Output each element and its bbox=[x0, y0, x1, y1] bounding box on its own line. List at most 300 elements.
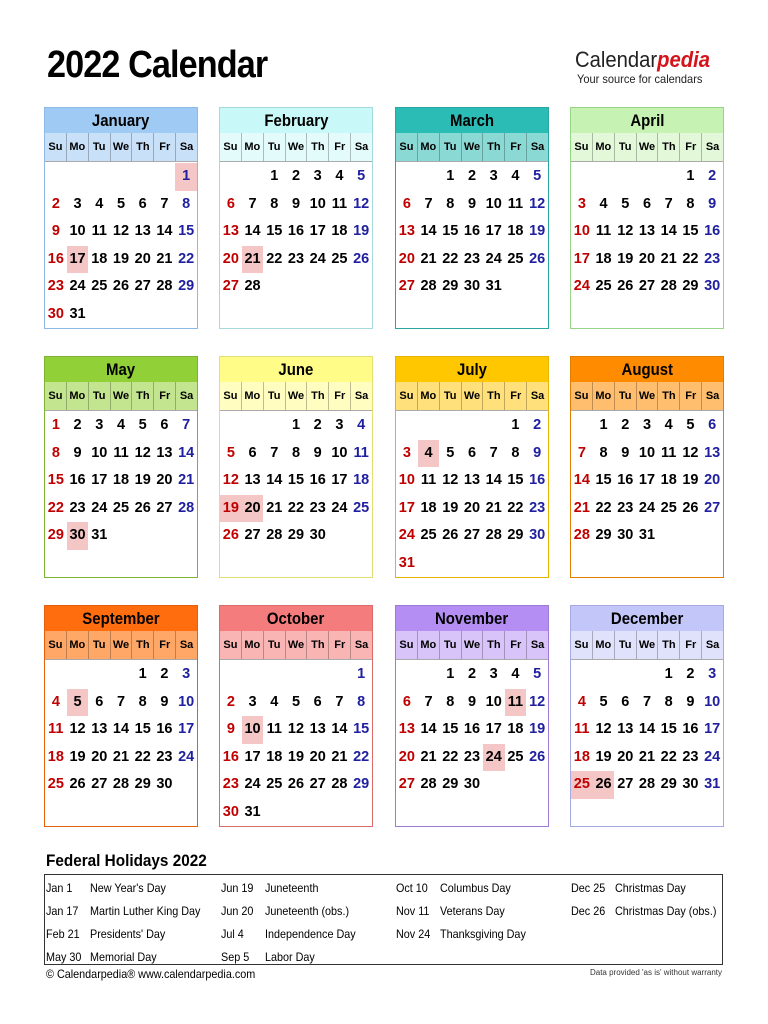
day-cell: 9 bbox=[313, 444, 322, 461]
holiday-row bbox=[571, 877, 728, 900]
empty-day-cell bbox=[571, 163, 593, 191]
day-cell: 5 bbox=[533, 666, 542, 682]
weekday-header: Fr bbox=[154, 631, 176, 659]
day-cell: 26 bbox=[222, 527, 239, 543]
day-cell: 9 bbox=[73, 444, 82, 461]
holiday-date: Jun 20 bbox=[221, 904, 254, 918]
holiday-day-cell: 24 bbox=[483, 744, 505, 772]
empty-day-cell bbox=[45, 163, 67, 191]
day-cell: 20 bbox=[222, 250, 239, 267]
day-cell: 15 bbox=[442, 721, 459, 737]
day-cell: 11 bbox=[353, 444, 369, 461]
day-cell: 23 bbox=[682, 748, 699, 765]
day-cell: 27 bbox=[309, 776, 326, 792]
empty-day-cell bbox=[45, 661, 67, 689]
day-cell: 26 bbox=[134, 499, 151, 516]
days-grid bbox=[396, 411, 548, 577]
weekday-header: Sa bbox=[530, 141, 545, 153]
day-cell: 5 bbox=[621, 195, 630, 212]
day-cell: 9 bbox=[291, 195, 301, 212]
weekday-header: Th bbox=[483, 133, 505, 161]
day-cell: 3 bbox=[642, 417, 652, 433]
weekday-header: Tu bbox=[440, 382, 462, 410]
day-cell: 19 bbox=[617, 250, 634, 267]
day-cell: 19 bbox=[69, 748, 86, 765]
empty-day-cell bbox=[593, 661, 615, 689]
logo-wordmark bbox=[575, 48, 710, 72]
holiday-name: Martin Luther King Day bbox=[90, 904, 201, 918]
weekday-header: Sa bbox=[179, 141, 194, 153]
day-cell: 17 bbox=[573, 250, 590, 267]
holiday-row bbox=[221, 877, 366, 900]
holiday-name: Christmas Day bbox=[615, 881, 686, 895]
day-cell: 8 bbox=[357, 693, 366, 710]
day-cell: 15 bbox=[507, 472, 524, 488]
day-cell: 8 bbox=[51, 444, 60, 461]
day-cell: 12 bbox=[69, 721, 86, 737]
day-cell: 7 bbox=[577, 444, 586, 461]
holiday-day-cell: 17 bbox=[67, 246, 89, 274]
day-cell: 9 bbox=[686, 693, 695, 710]
day-cell: 19 bbox=[134, 472, 151, 488]
day-cell: 23 bbox=[47, 278, 64, 294]
holiday-date: Jul 4 bbox=[221, 927, 244, 941]
empty-day-cell bbox=[593, 163, 615, 191]
day-cell: 10 bbox=[309, 195, 326, 212]
day-cell: 13 bbox=[463, 472, 481, 488]
day-cell: 2 bbox=[708, 168, 717, 184]
month-february bbox=[219, 107, 373, 329]
day-cell: 17 bbox=[704, 721, 721, 737]
weekday-header: Sa bbox=[179, 390, 194, 402]
day-cell: 30 bbox=[704, 278, 721, 294]
day-cell: 27 bbox=[398, 278, 415, 294]
day-cell: 30 bbox=[682, 776, 699, 792]
weekday-header: Su bbox=[396, 133, 418, 161]
day-cell: 23 bbox=[287, 250, 305, 267]
calendarpedia-logo[interactable] bbox=[575, 48, 722, 86]
day-cell: 21 bbox=[112, 748, 130, 765]
day-cell: 3 bbox=[73, 195, 82, 212]
weekday-header: Th bbox=[483, 382, 505, 410]
holiday-row bbox=[221, 946, 366, 969]
day-cell: 1 bbox=[686, 168, 695, 184]
day-cell: 1 bbox=[511, 417, 520, 433]
weekday-header-row bbox=[220, 133, 372, 162]
day-cell: 20 bbox=[309, 748, 326, 765]
day-cell: 1 bbox=[138, 666, 147, 682]
day-cell: 29 bbox=[178, 278, 195, 294]
weekday-header: We bbox=[286, 133, 308, 161]
weekday-header: Th bbox=[132, 133, 154, 161]
holiday-name: Thanksgiving Day bbox=[440, 927, 526, 941]
day-cell: 26 bbox=[69, 776, 86, 792]
day-cell: 1 bbox=[270, 168, 279, 184]
weekday-header: Sa bbox=[705, 390, 720, 402]
weekday-header: Fr bbox=[680, 382, 702, 410]
day-cell: 6 bbox=[95, 693, 104, 710]
day-cell: 24 bbox=[69, 278, 86, 294]
month-name bbox=[571, 357, 723, 382]
day-cell: 4 bbox=[357, 417, 366, 433]
day-cell: 7 bbox=[424, 195, 433, 212]
logo-tagline: Your source for calendars bbox=[577, 72, 703, 86]
month-name bbox=[45, 357, 197, 382]
days-grid bbox=[45, 162, 197, 328]
day-cell: 6 bbox=[313, 693, 322, 710]
day-cell: 7 bbox=[160, 195, 169, 212]
holiday-row bbox=[571, 900, 728, 923]
day-cell: 6 bbox=[138, 195, 147, 212]
day-cell: 28 bbox=[638, 776, 656, 792]
holiday-name: Memorial Day bbox=[90, 950, 157, 964]
day-cell: 20 bbox=[463, 499, 481, 516]
day-cell: 25 bbox=[660, 499, 677, 516]
holiday-column bbox=[396, 877, 535, 946]
weekday-header: Sa bbox=[354, 390, 369, 402]
day-cell: 27 bbox=[617, 776, 634, 792]
weekday-header: Th bbox=[658, 631, 680, 659]
day-cell: 8 bbox=[511, 444, 520, 461]
day-cell: 26 bbox=[682, 499, 699, 516]
day-cell: 14 bbox=[420, 223, 437, 239]
logo-brand-plain: Calendar bbox=[575, 47, 658, 72]
holiday-day-cell: 26 bbox=[593, 771, 615, 799]
day-cell: 5 bbox=[116, 195, 126, 212]
month-name bbox=[396, 108, 548, 133]
day-cell: 15 bbox=[442, 223, 459, 239]
day-cell: 13 bbox=[704, 444, 721, 461]
month-november bbox=[395, 605, 549, 827]
holiday-name: Independence Day bbox=[265, 927, 356, 941]
holiday-date: Jan 17 bbox=[46, 904, 79, 918]
month-name-label: August bbox=[621, 360, 673, 379]
day-cell: 31 bbox=[704, 776, 721, 792]
day-cell: 13 bbox=[398, 223, 415, 239]
day-cell: 23 bbox=[69, 499, 86, 516]
day-cell: 24 bbox=[244, 776, 261, 792]
day-cell: 27 bbox=[704, 499, 721, 516]
day-cell: 22 bbox=[660, 748, 677, 765]
day-cell: 26 bbox=[617, 278, 634, 294]
day-cell: 11 bbox=[113, 444, 129, 461]
day-cell: 22 bbox=[134, 748, 151, 765]
empty-day-cell bbox=[67, 661, 89, 689]
day-cell: 4 bbox=[664, 417, 673, 433]
day-cell: 5 bbox=[138, 417, 147, 433]
weekday-header: Th bbox=[658, 133, 680, 161]
day-cell: 16 bbox=[47, 250, 64, 267]
holiday-name: Columbus Day bbox=[440, 881, 511, 895]
holiday-column bbox=[221, 877, 366, 969]
day-cell: 3 bbox=[95, 417, 104, 433]
day-cell: 15 bbox=[595, 472, 612, 488]
day-cell: 27 bbox=[156, 499, 173, 516]
day-cell: 19 bbox=[353, 223, 370, 239]
empty-day-cell bbox=[418, 163, 440, 191]
day-cell: 30 bbox=[529, 527, 546, 543]
empty-day-cell bbox=[220, 163, 242, 191]
day-cell: 30 bbox=[463, 776, 481, 792]
day-cell: 30 bbox=[47, 305, 64, 322]
day-cell: 6 bbox=[160, 417, 169, 433]
day-cell: 29 bbox=[287, 527, 305, 543]
day-cell: 16 bbox=[463, 223, 481, 239]
day-cell: 25 bbox=[507, 250, 524, 267]
weekday-header: Su bbox=[220, 382, 242, 410]
holiday-day-cell: 21 bbox=[242, 246, 264, 274]
weekday-header: Su bbox=[396, 631, 418, 659]
day-cell: 14 bbox=[660, 223, 677, 239]
day-cell: 14 bbox=[244, 223, 261, 239]
weekday-header: Mo bbox=[418, 133, 440, 161]
weekday-header: Fr bbox=[680, 133, 702, 161]
holiday-column bbox=[571, 877, 728, 923]
day-cell: 24 bbox=[91, 499, 108, 516]
weekday-header: We bbox=[462, 631, 484, 659]
day-cell: 12 bbox=[595, 721, 612, 737]
month-name bbox=[220, 606, 372, 631]
empty-day-cell bbox=[263, 661, 285, 689]
weekday-header: We bbox=[286, 631, 308, 659]
day-cell: 19 bbox=[682, 472, 699, 488]
day-cell: 8 bbox=[270, 195, 279, 212]
day-cell: 1 bbox=[51, 417, 60, 433]
weekday-header: Tu bbox=[264, 631, 286, 659]
day-cell: 14 bbox=[420, 721, 437, 737]
day-cell: 21 bbox=[660, 250, 677, 267]
day-cell: 13 bbox=[398, 721, 415, 737]
weekday-header: Su bbox=[220, 133, 242, 161]
day-cell: 25 bbox=[507, 748, 524, 765]
month-september bbox=[44, 605, 198, 827]
day-cell: 6 bbox=[248, 444, 257, 461]
day-cell: 14 bbox=[331, 721, 348, 737]
weekday-header: We bbox=[637, 382, 659, 410]
day-cell: 20 bbox=[91, 748, 108, 765]
day-cell: 16 bbox=[463, 721, 481, 737]
weekday-header: Tu bbox=[615, 382, 637, 410]
day-cell: 18 bbox=[507, 223, 524, 239]
weekday-header: Fr bbox=[505, 631, 527, 659]
day-cell: 3 bbox=[335, 417, 344, 433]
holiday-day-cell: 4 bbox=[418, 440, 440, 468]
holiday-name: Veterans Day bbox=[440, 904, 505, 918]
day-cell: 13 bbox=[156, 444, 173, 461]
day-cell: 10 bbox=[704, 693, 721, 710]
month-december bbox=[570, 605, 724, 827]
weekday-header: Mo bbox=[67, 133, 89, 161]
empty-day-cell bbox=[242, 412, 264, 440]
day-cell: 20 bbox=[398, 748, 415, 765]
day-cell: 26 bbox=[287, 776, 305, 792]
day-cell: 28 bbox=[266, 527, 283, 543]
day-cell: 15 bbox=[353, 721, 370, 737]
day-cell: 16 bbox=[529, 472, 546, 488]
weekday-header: Th bbox=[307, 133, 329, 161]
day-cell: 2 bbox=[467, 666, 477, 682]
day-cell: 17 bbox=[638, 472, 656, 488]
day-cell: 24 bbox=[331, 499, 348, 516]
month-name bbox=[220, 357, 372, 382]
days-grid bbox=[571, 411, 723, 550]
day-cell: 23 bbox=[156, 748, 173, 765]
day-cell: 8 bbox=[138, 693, 147, 710]
day-cell: 25 bbox=[420, 527, 437, 543]
month-name bbox=[571, 108, 723, 133]
day-cell: 25 bbox=[47, 776, 64, 792]
weekday-header-row bbox=[45, 631, 197, 660]
day-cell: 3 bbox=[402, 444, 411, 461]
day-cell: 13 bbox=[638, 223, 656, 239]
weekday-header: We bbox=[637, 631, 659, 659]
holiday-name: New Year's Day bbox=[90, 881, 166, 895]
empty-day-cell bbox=[285, 661, 307, 689]
day-cell: 11 bbox=[595, 223, 612, 239]
holiday-day-cell: 5 bbox=[67, 689, 89, 717]
day-cell: 7 bbox=[642, 693, 652, 710]
footer-copyright[interactable]: © Calendarpedia® www.calendarpedia.com bbox=[46, 967, 256, 981]
day-cell: 12 bbox=[682, 444, 699, 461]
day-cell: 18 bbox=[91, 250, 108, 267]
day-cell: 14 bbox=[156, 223, 173, 239]
day-cell: 3 bbox=[248, 693, 257, 710]
day-cell: 19 bbox=[287, 748, 305, 765]
day-cell: 2 bbox=[686, 666, 695, 682]
empty-day-cell bbox=[396, 163, 418, 191]
empty-day-cell bbox=[614, 163, 636, 191]
weekday-header: Fr bbox=[680, 631, 702, 659]
day-cell: 1 bbox=[664, 666, 673, 682]
empty-day-cell bbox=[396, 412, 418, 440]
weekday-header: Mo bbox=[593, 133, 615, 161]
weekday-header: Tu bbox=[615, 631, 637, 659]
month-name-label: January bbox=[92, 111, 150, 130]
day-cell: 21 bbox=[178, 472, 195, 488]
day-cell: 18 bbox=[660, 472, 677, 488]
empty-day-cell bbox=[461, 412, 483, 440]
empty-day-cell bbox=[110, 661, 132, 689]
weekday-header: Fr bbox=[505, 382, 527, 410]
weekday-header: Th bbox=[307, 382, 329, 410]
empty-day-cell bbox=[263, 412, 285, 440]
day-cell: 18 bbox=[507, 721, 524, 737]
day-cell: 21 bbox=[420, 250, 437, 267]
day-cell: 27 bbox=[398, 776, 415, 792]
day-cell: 13 bbox=[91, 721, 108, 737]
day-cell: 21 bbox=[331, 748, 348, 765]
holiday-date: Nov 24 bbox=[396, 927, 431, 941]
day-cell: 14 bbox=[266, 472, 283, 488]
weekday-header: Sa bbox=[354, 141, 369, 153]
empty-day-cell bbox=[242, 661, 264, 689]
holiday-row bbox=[221, 923, 366, 946]
day-cell: 28 bbox=[420, 278, 437, 294]
day-cell: 4 bbox=[270, 693, 279, 710]
logo-brand-accent: pedia bbox=[657, 47, 711, 72]
day-cell: 11 bbox=[420, 472, 437, 488]
weekday-header: Su bbox=[571, 133, 593, 161]
weekday-header: Su bbox=[45, 631, 67, 659]
day-cell: 29 bbox=[682, 278, 699, 294]
day-cell: 30 bbox=[222, 803, 239, 820]
holiday-name: Juneteenth bbox=[265, 881, 319, 895]
day-cell: 12 bbox=[442, 472, 459, 488]
day-cell: 3 bbox=[313, 168, 322, 184]
holiday-date: Sep 5 bbox=[221, 950, 250, 964]
day-cell: 20 bbox=[638, 250, 656, 267]
day-cell: 29 bbox=[353, 776, 370, 792]
weekday-header: Fr bbox=[329, 133, 351, 161]
day-cell: 2 bbox=[160, 666, 169, 682]
day-cell: 11 bbox=[331, 195, 348, 212]
empty-day-cell bbox=[307, 661, 329, 689]
day-cell: 24 bbox=[573, 278, 590, 294]
day-cell: 27 bbox=[222, 278, 239, 294]
day-cell: 24 bbox=[398, 527, 415, 543]
weekday-header: Tu bbox=[440, 133, 462, 161]
weekday-header: Mo bbox=[242, 382, 264, 410]
day-cell: 22 bbox=[178, 250, 195, 267]
holiday-row bbox=[221, 900, 366, 923]
weekday-header-row bbox=[396, 631, 548, 660]
empty-day-cell bbox=[88, 661, 110, 689]
weekday-header: Su bbox=[45, 133, 67, 161]
days-grid bbox=[220, 660, 372, 826]
weekday-header: We bbox=[462, 133, 484, 161]
day-cell: 21 bbox=[266, 499, 283, 516]
weekday-header: Th bbox=[132, 631, 154, 659]
day-cell: 18 bbox=[47, 748, 64, 765]
day-cell: 25 bbox=[331, 250, 348, 267]
empty-day-cell bbox=[220, 661, 242, 689]
day-cell: 2 bbox=[313, 417, 322, 433]
day-cell: 23 bbox=[704, 250, 721, 267]
day-cell: 30 bbox=[463, 278, 481, 294]
holiday-date: Dec 25 bbox=[571, 881, 606, 895]
weekday-header: We bbox=[462, 382, 484, 410]
day-cell: 13 bbox=[244, 472, 261, 488]
day-cell: 22 bbox=[287, 499, 305, 516]
day-cell: 26 bbox=[529, 250, 546, 267]
month-march bbox=[395, 107, 549, 329]
weekday-header: Mo bbox=[242, 133, 264, 161]
day-cell: 8 bbox=[291, 444, 301, 461]
holiday-row bbox=[396, 923, 535, 946]
day-cell: 29 bbox=[660, 776, 677, 792]
day-cell: 7 bbox=[270, 444, 279, 461]
month-name-label: December bbox=[610, 609, 684, 628]
day-cell: 17 bbox=[244, 748, 261, 765]
day-cell: 27 bbox=[638, 278, 656, 294]
day-cell: 11 bbox=[91, 223, 107, 239]
day-cell: 28 bbox=[244, 278, 261, 294]
day-cell: 22 bbox=[442, 748, 459, 765]
days-grid bbox=[396, 660, 548, 799]
day-cell: 9 bbox=[226, 721, 235, 737]
day-cell: 3 bbox=[489, 666, 498, 682]
day-cell: 5 bbox=[226, 444, 235, 461]
weekday-header-row bbox=[220, 382, 372, 411]
holiday-date: Nov 11 bbox=[396, 904, 430, 918]
day-cell: 2 bbox=[73, 417, 82, 433]
day-cell: 28 bbox=[420, 776, 437, 792]
day-cell: 9 bbox=[51, 223, 60, 239]
holiday-day-cell: 19 bbox=[220, 495, 242, 523]
day-cell: 27 bbox=[244, 527, 261, 543]
empty-day-cell bbox=[418, 661, 440, 689]
day-cell: 10 bbox=[91, 444, 108, 461]
